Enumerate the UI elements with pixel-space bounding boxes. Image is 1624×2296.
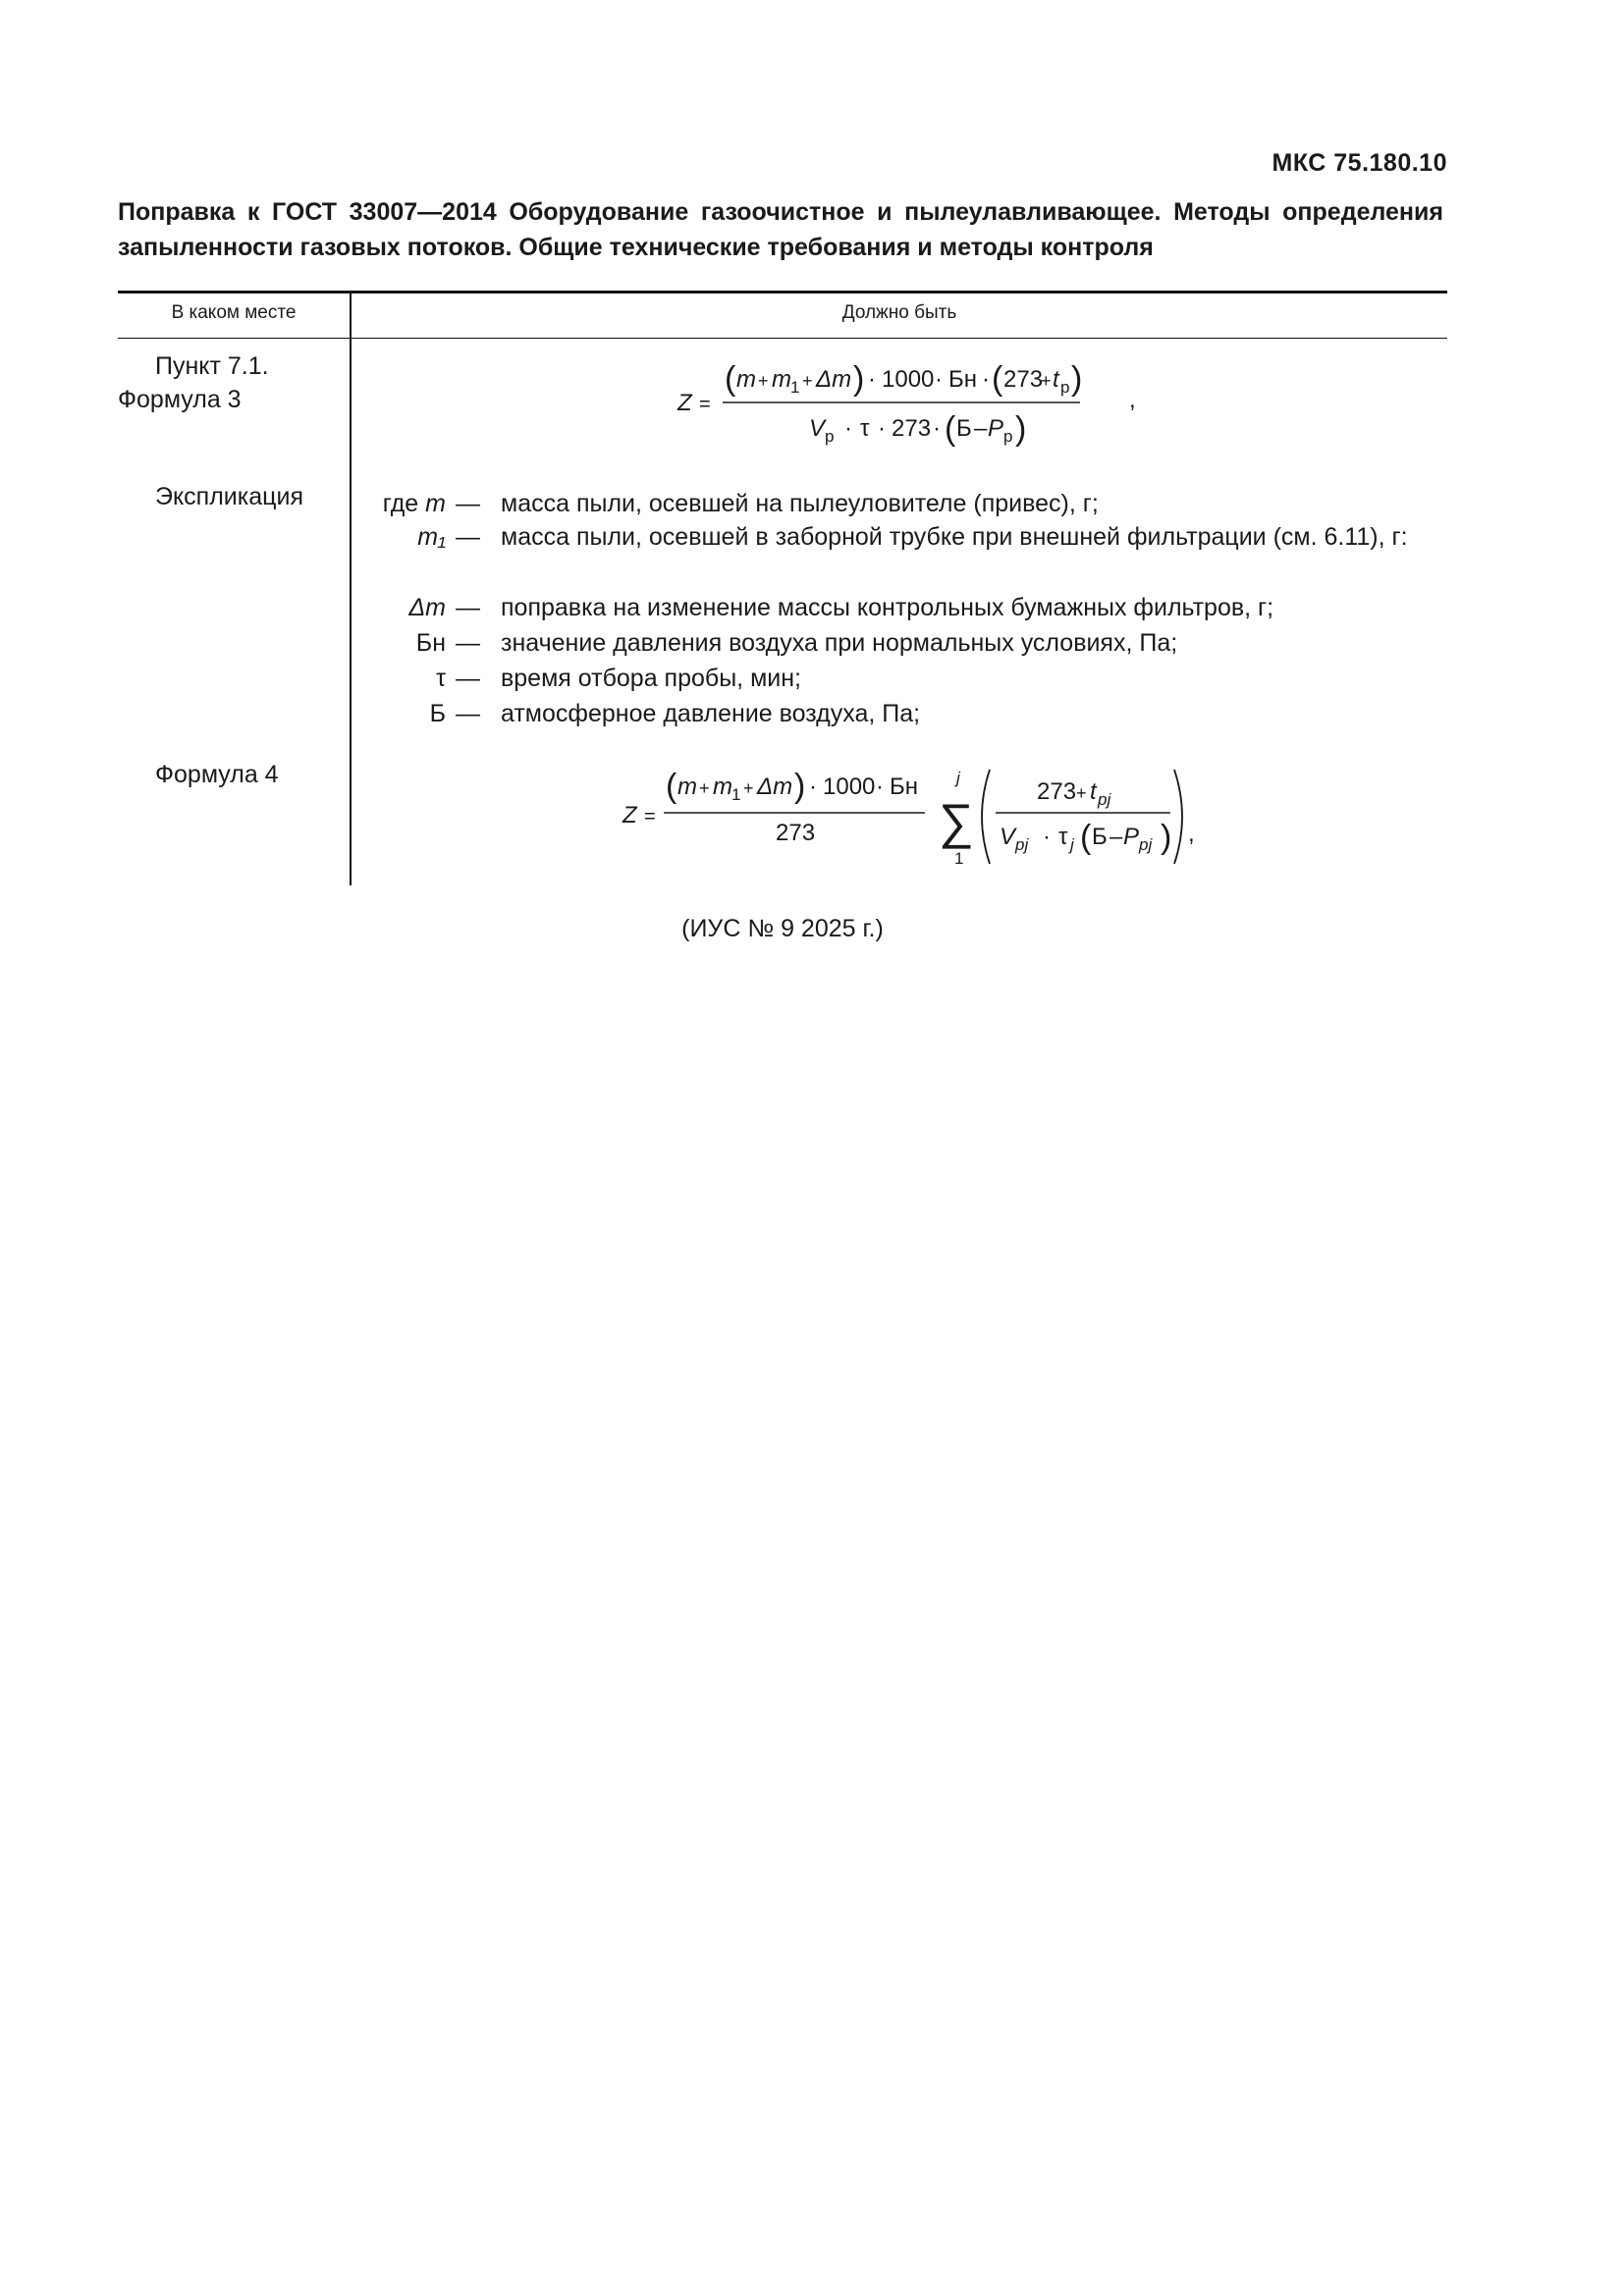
formula4-tau-sub: j	[1070, 835, 1074, 854]
formula3-paren-close: )	[853, 360, 865, 398]
formula3-m1: m	[772, 366, 791, 393]
formula3-b: Б	[956, 415, 972, 442]
explication-dash: —	[456, 665, 480, 692]
formula4-paren-close2: )	[1161, 819, 1172, 856]
explication-text: время отбора пробы, мин;	[501, 665, 801, 692]
formula3-eq: =	[699, 394, 711, 415]
formula4-tpj-sub: pj	[1098, 790, 1111, 809]
formula3-m1-sub: 1	[790, 378, 800, 397]
formula3-dot1: ·	[868, 366, 876, 393]
formula4-273-inner: 273	[1037, 778, 1077, 805]
explication-item-6	[363, 697, 1447, 730]
explication-text: масса пыли, осевшей на пылеуловителе (привес), г;	[501, 490, 1099, 517]
formula3-paren-close2: )	[1071, 360, 1083, 398]
ius-reference: (ИУС № 9 2025 г.)	[681, 915, 884, 942]
explication-item-2	[363, 520, 1447, 587]
formula3-dot6: ·	[933, 415, 941, 442]
explication-symbol: m₁	[417, 523, 446, 551]
formula4-eq: =	[644, 806, 656, 828]
formula3-trailing-comma: ,	[1129, 387, 1136, 413]
formula3-tau: τ	[860, 415, 870, 442]
formula4-sum-top: j	[956, 769, 960, 787]
formula3-vp-sub: р	[825, 427, 835, 446]
formula4-vpj-sub: pj	[1015, 835, 1029, 854]
formula4-minus: –	[1110, 824, 1123, 850]
mks-code: МКС 75.180.10	[1272, 149, 1447, 177]
formula3-dot4: ·	[844, 415, 852, 442]
formula4-plus3: +	[1076, 783, 1087, 803]
formula4-1000: 1000	[823, 774, 876, 800]
explication-intro: где m	[382, 490, 446, 517]
explication-text: значение давления воздуха при нормальных условиях, Па;	[501, 629, 1178, 657]
explication-symbol: Бн	[415, 629, 446, 657]
explication-dash: —	[456, 629, 480, 657]
explication-item-5	[363, 662, 1447, 695]
where-formula: Формула 3	[118, 386, 242, 413]
explication-dash: —	[456, 490, 480, 517]
formula3-paren-close3: )	[1015, 410, 1027, 448]
formula4-lhs: Z	[623, 802, 637, 828]
formula3-pp: P	[988, 415, 1004, 442]
explication-item-4	[363, 626, 1447, 660]
explication-text: масса пыли, осевшей в заборной трубке при внешней фильтрации (см. 6.11), г:	[501, 523, 1408, 551]
formula3-dot3: ·	[982, 366, 990, 393]
formula3-273-bottom: 273	[892, 415, 932, 442]
formula4-bn: Бн	[890, 774, 919, 800]
formula4-dot2: ·	[876, 774, 884, 800]
explication-item-3	[363, 591, 1447, 624]
formula4-b: Б	[1092, 824, 1108, 850]
document-title: Поправка к ГОСТ 33007—2014 Оборудование газоочистное и пылеулавливающее. Методы определения запыленности газовых потоков. Общие технические требования и методы контроля	[118, 198, 1443, 261]
explication-dash: —	[456, 523, 480, 551]
formula3-pp-sub: р	[1003, 427, 1013, 446]
row-explication-where: Экспликация	[155, 483, 303, 510]
formula4-big-paren-close	[1174, 770, 1182, 864]
column-header-where: В каком месте	[171, 302, 297, 323]
formula4-273-denominator: 273	[776, 820, 816, 846]
formula3-minus: –	[974, 415, 988, 442]
explication-dash: —	[456, 700, 480, 727]
explication-symbol: Б	[429, 700, 446, 727]
formula3-paren-open2: (	[992, 360, 1003, 398]
formula4-plus2: +	[743, 778, 754, 798]
formula3-tp-sub: р	[1060, 378, 1070, 397]
formula3-plus3: +	[1041, 371, 1052, 391]
formula4-ppj: P	[1123, 824, 1140, 850]
explication-symbol: Δm	[408, 594, 446, 621]
table-top-rule	[118, 291, 1447, 294]
formula4-tau: τ	[1058, 824, 1068, 850]
formula4-vpj: V	[1000, 824, 1016, 850]
formula3-dot2: ·	[935, 366, 943, 393]
formula4-paren-open: (	[666, 768, 677, 805]
formula4-plus1: +	[699, 778, 710, 798]
formula4-dot3: ·	[1043, 824, 1051, 850]
formula4-trailing-comma: ,	[1188, 821, 1195, 847]
formula3-vp: V	[809, 415, 826, 442]
formula3-plus2: +	[802, 371, 813, 391]
formula4-m1: m	[713, 774, 732, 800]
formula4-big-paren-open	[982, 770, 990, 864]
formula4-dot1: ·	[809, 774, 817, 800]
formula4-m: m	[677, 774, 697, 800]
explication-text: поправка на изменение массы контрольных бумажных фильтров, г;	[501, 594, 1274, 621]
formula4-ppj-sub: pj	[1139, 835, 1153, 854]
formula3-paren-open: (	[725, 360, 736, 398]
formula-4	[619, 762, 1198, 870]
table-header-rule	[118, 338, 1447, 339]
formula4-tpj: t	[1090, 778, 1097, 805]
explication-dash: —	[456, 594, 480, 621]
row-formula4-where: Формула 4	[155, 761, 279, 788]
formula3-m: m	[736, 366, 756, 393]
formula3-dot5: ·	[878, 415, 886, 442]
explication-text: атмосферное давление воздуха, Па;	[501, 700, 921, 727]
row-formula3-where	[118, 349, 344, 416]
formula4-delta-m: Δm	[757, 774, 793, 800]
formula4-paren-close: )	[794, 768, 806, 805]
formula3-paren-open3: (	[945, 410, 956, 448]
table-column-divider	[350, 292, 352, 885]
where-point: Пункт 7.1.	[155, 352, 269, 380]
formula3-bn: Бн	[948, 366, 978, 393]
formula3-273-top: 273	[1003, 366, 1044, 393]
formula4-sum-sign: ∑	[939, 794, 974, 849]
formula3-tp: t	[1053, 366, 1059, 393]
formula3-lhs: Z	[677, 390, 692, 416]
formula3-delta-m: Δm	[816, 366, 852, 393]
column-header-should-be: Должно быть	[841, 302, 957, 323]
formula4-sum-bottom: 1	[954, 849, 964, 868]
formula4-paren-open2: (	[1080, 819, 1092, 856]
formula3-1000: 1000	[882, 366, 935, 393]
formula4-m1-sub: 1	[731, 785, 741, 804]
formula-3	[668, 355, 1083, 450]
explication-item-1	[363, 487, 1447, 520]
explication-symbol: τ	[436, 665, 446, 692]
formula3-plus1: +	[758, 371, 769, 391]
